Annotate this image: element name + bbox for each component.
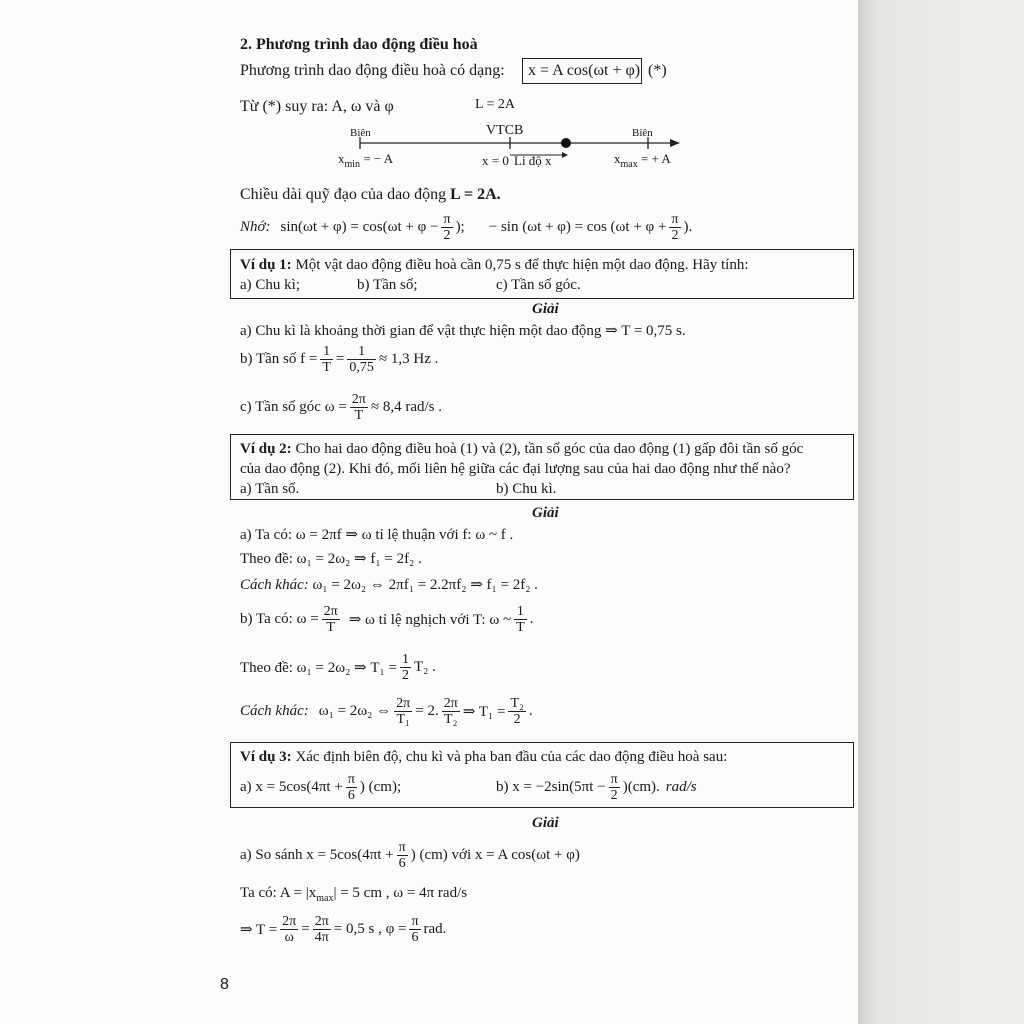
ex2-a: a) Tần số. xyxy=(240,481,300,497)
ex2-b: b) Chu kì. xyxy=(496,481,557,497)
sol2-a3: Cách khác: ω₁ = 2ω₂ ⇔ 2πf₁ = 2.2πf₂ ⇒ f₁ = 2f₂ . xyxy=(240,577,538,593)
solution-2-heading: Giải xyxy=(532,505,559,521)
example-3-text: Xác định biên độ, chu kì và pha ban đầu của các dao động điều hoà sau: xyxy=(295,749,728,765)
sol2-a1: a) Ta có: ω = 2πf ⇒ ω tỉ lệ thuận với f: ω ~ f . xyxy=(240,527,514,543)
example-2-label: Ví dụ 2: xyxy=(240,441,292,457)
derive-text: Từ (*) suy ra: A, ω và φ xyxy=(240,98,394,115)
example-3-label: Ví dụ 3: xyxy=(240,749,292,765)
sol1-b: b) Tần số f = $\frac{1}{T}$ = $\frac{1}{0,75}$ ≈ 1,3 Hz . xyxy=(240,344,439,375)
note-frac-right: $\frac{\pi}{2}$ xyxy=(671,212,679,243)
example-1-label: Ví dụ 1: xyxy=(240,257,292,273)
sol2-b3: Cách khác: ω₁ = 2ω₂ ⇔ $\frac{2\pi}{\text{T₁}}$ = 2. $\frac{2\pi}{\text{T₂}}$ ⇒ T₁ = $\frac{\text{T₂}}{2}$ . xyxy=(240,696,533,727)
diagram-L-label: L = 2A xyxy=(475,97,516,112)
frac-2pi-over-omega: $\frac{2\pi}{\omega}$ xyxy=(282,914,297,945)
frac-pi-over-6: $\frac{\pi}{6}$ xyxy=(347,772,355,803)
sol3-line3: ⇒ T = $\frac{2\pi}{\omega}$ = $\frac{2\pi}{4\pi}$ = 0,5 s , φ = $\frac{\pi}{6}$ rad. xyxy=(240,914,447,945)
xmin-sub: min xyxy=(344,159,361,170)
diagram-bien-left: Biên xyxy=(350,127,371,139)
section-title: 2. Phương trình dao động điều hoà xyxy=(240,36,478,53)
ex3-b: b) x = −2sin(5πt − $\frac{\pi}{2}$ )(cm). rad/s xyxy=(496,772,697,803)
note-line xyxy=(240,212,692,243)
ex1-c: c) Tần số góc. xyxy=(496,277,581,293)
boxed-equation: x = A cos(ωt + φ) xyxy=(528,62,641,79)
xmin-symbol: x xyxy=(338,151,345,166)
ex1-b: b) Tần số; xyxy=(357,277,418,293)
frac-1-over-T-2: $\frac{1}{T}$ xyxy=(516,604,525,635)
diagram-vtcb-label: VTCB xyxy=(486,123,524,138)
sol2-b1: b) Ta có: ω = $\frac{2\pi}{T}$ ⇒ ω tỉ lệ nghịch với T: ω ~ $\frac{1}{T}$ . xyxy=(240,604,534,635)
axis-arrow-icon xyxy=(670,139,680,147)
frac-1-over-2: $\frac{1}{2}$ xyxy=(401,652,409,683)
diagram-lido: Li độ x xyxy=(514,153,552,168)
solution-3-heading: Giải xyxy=(532,815,559,831)
book-spine xyxy=(858,0,1024,1024)
note-right: − sin (ωt + φ) = cos (ωt + φ + xyxy=(488,219,667,235)
xmin-value: = − A xyxy=(363,151,394,166)
frac-pi-over-6-b: $\frac{\pi}{6}$ xyxy=(398,840,406,871)
diagram-x0: x = 0 xyxy=(482,153,509,168)
frac-pi-over-2: $\frac{\pi}{2}$ xyxy=(610,772,618,803)
diagram-xmax xyxy=(614,150,671,174)
example-3-question xyxy=(240,748,727,766)
solution-1-heading: Giải xyxy=(532,301,559,317)
lido-arrow-icon xyxy=(562,152,568,158)
frac-2pi-over-T: $\frac{2\pi}{T}$ xyxy=(351,392,366,423)
sol1-a: a) Chu kì là khoảng thời gian để vật thực hiện một dao động ⇒ T = 0,75 s. xyxy=(240,323,686,339)
trajectory-bold: L = 2A. xyxy=(450,186,501,203)
note-left: sin(ωt + φ) = cos(ωt + φ − xyxy=(280,219,439,235)
frac-2pi-over-4pi: $\frac{2\pi}{4\pi}$ xyxy=(314,914,329,945)
note-frac-left: $\frac{\pi}{2}$ xyxy=(443,212,451,243)
frac-2pi-over-T-2: $\frac{2\pi}{T}$ xyxy=(323,604,338,635)
example-2-question xyxy=(240,440,803,458)
diagram-xmin xyxy=(338,150,393,174)
example-1-text: Một vật dao động điều hoà cần 0,75 s để thực hiện một dao động. Hãy tính: xyxy=(295,257,749,273)
sol1-c: c) Tần số góc ω = $\frac{2\pi}{T}$ ≈ 8,4 rad/s . xyxy=(240,392,442,423)
xmax-sub: max xyxy=(620,159,638,170)
frac-pi-over-6-c: $\frac{\pi}{6}$ xyxy=(411,914,419,945)
diagram-bien-right: Biên xyxy=(632,127,653,139)
star-label: (*) xyxy=(648,62,667,79)
ex1-a: a) Chu kì; xyxy=(240,277,300,293)
trajectory-text: Chiều dài quỹ đạo của dao động xyxy=(240,186,451,203)
example-2-text: Cho hai dao động điều hoà (1) và (2), tần số góc của dao động (1) gấp đôi tần số góc xyxy=(295,441,804,457)
frac-1-over-075: $\frac{1}{0,75}$ xyxy=(349,344,374,375)
note-right-end: ). xyxy=(683,219,693,235)
ex3-a: a) x = 5cos(4πt + $\frac{\pi}{6}$ ) (cm); xyxy=(240,772,402,803)
example-1-question xyxy=(240,256,748,274)
frac-T2-over-2: $\frac{\text{T₂}}{2}$ xyxy=(510,696,524,727)
trajectory-line xyxy=(240,186,501,204)
sol3-line2: Ta có: $A = |x_{max}| = 5$ cm , ω = 4π rad/s xyxy=(240,885,468,904)
xmax-value: = + A xyxy=(640,151,671,166)
sol3-a: a) So sánh x = 5cos(4πt + $\frac{\pi}{6}$ ) (cm) với x = A cos(ωt + φ) xyxy=(240,840,580,871)
example-2-text2: của dao động (2). Khi đó, mối liên hệ giữa các đại lượng sau của hai dao động như thế nào? xyxy=(240,461,791,477)
note-label: Nhớ: xyxy=(240,219,271,235)
xmax-symbol: x xyxy=(614,151,621,166)
frac-2pi-over-T2: $\frac{2\pi}{\text{T₂}}$ xyxy=(443,696,458,727)
sol2-b2: Theo đề: ω₁ = 2ω₂ ⇒ T₁ = $\frac{1}{2}$ T₂ . xyxy=(240,652,436,683)
intro-text: Phương trình dao động điều hoà có dạng: xyxy=(240,62,505,79)
frac-1-over-T: $\frac{1}{T}$ xyxy=(322,344,331,375)
mass-point xyxy=(561,138,571,148)
note-left-end: ); xyxy=(455,219,465,235)
page-number: 8 xyxy=(220,976,229,993)
frac-2pi-over-T1: $\frac{2\pi}{\text{T₁}}$ xyxy=(396,696,411,727)
sol2-a2: Theo đề: ω₁ = 2ω₂ ⇒ f₁ = 2f₂ . xyxy=(240,551,422,567)
